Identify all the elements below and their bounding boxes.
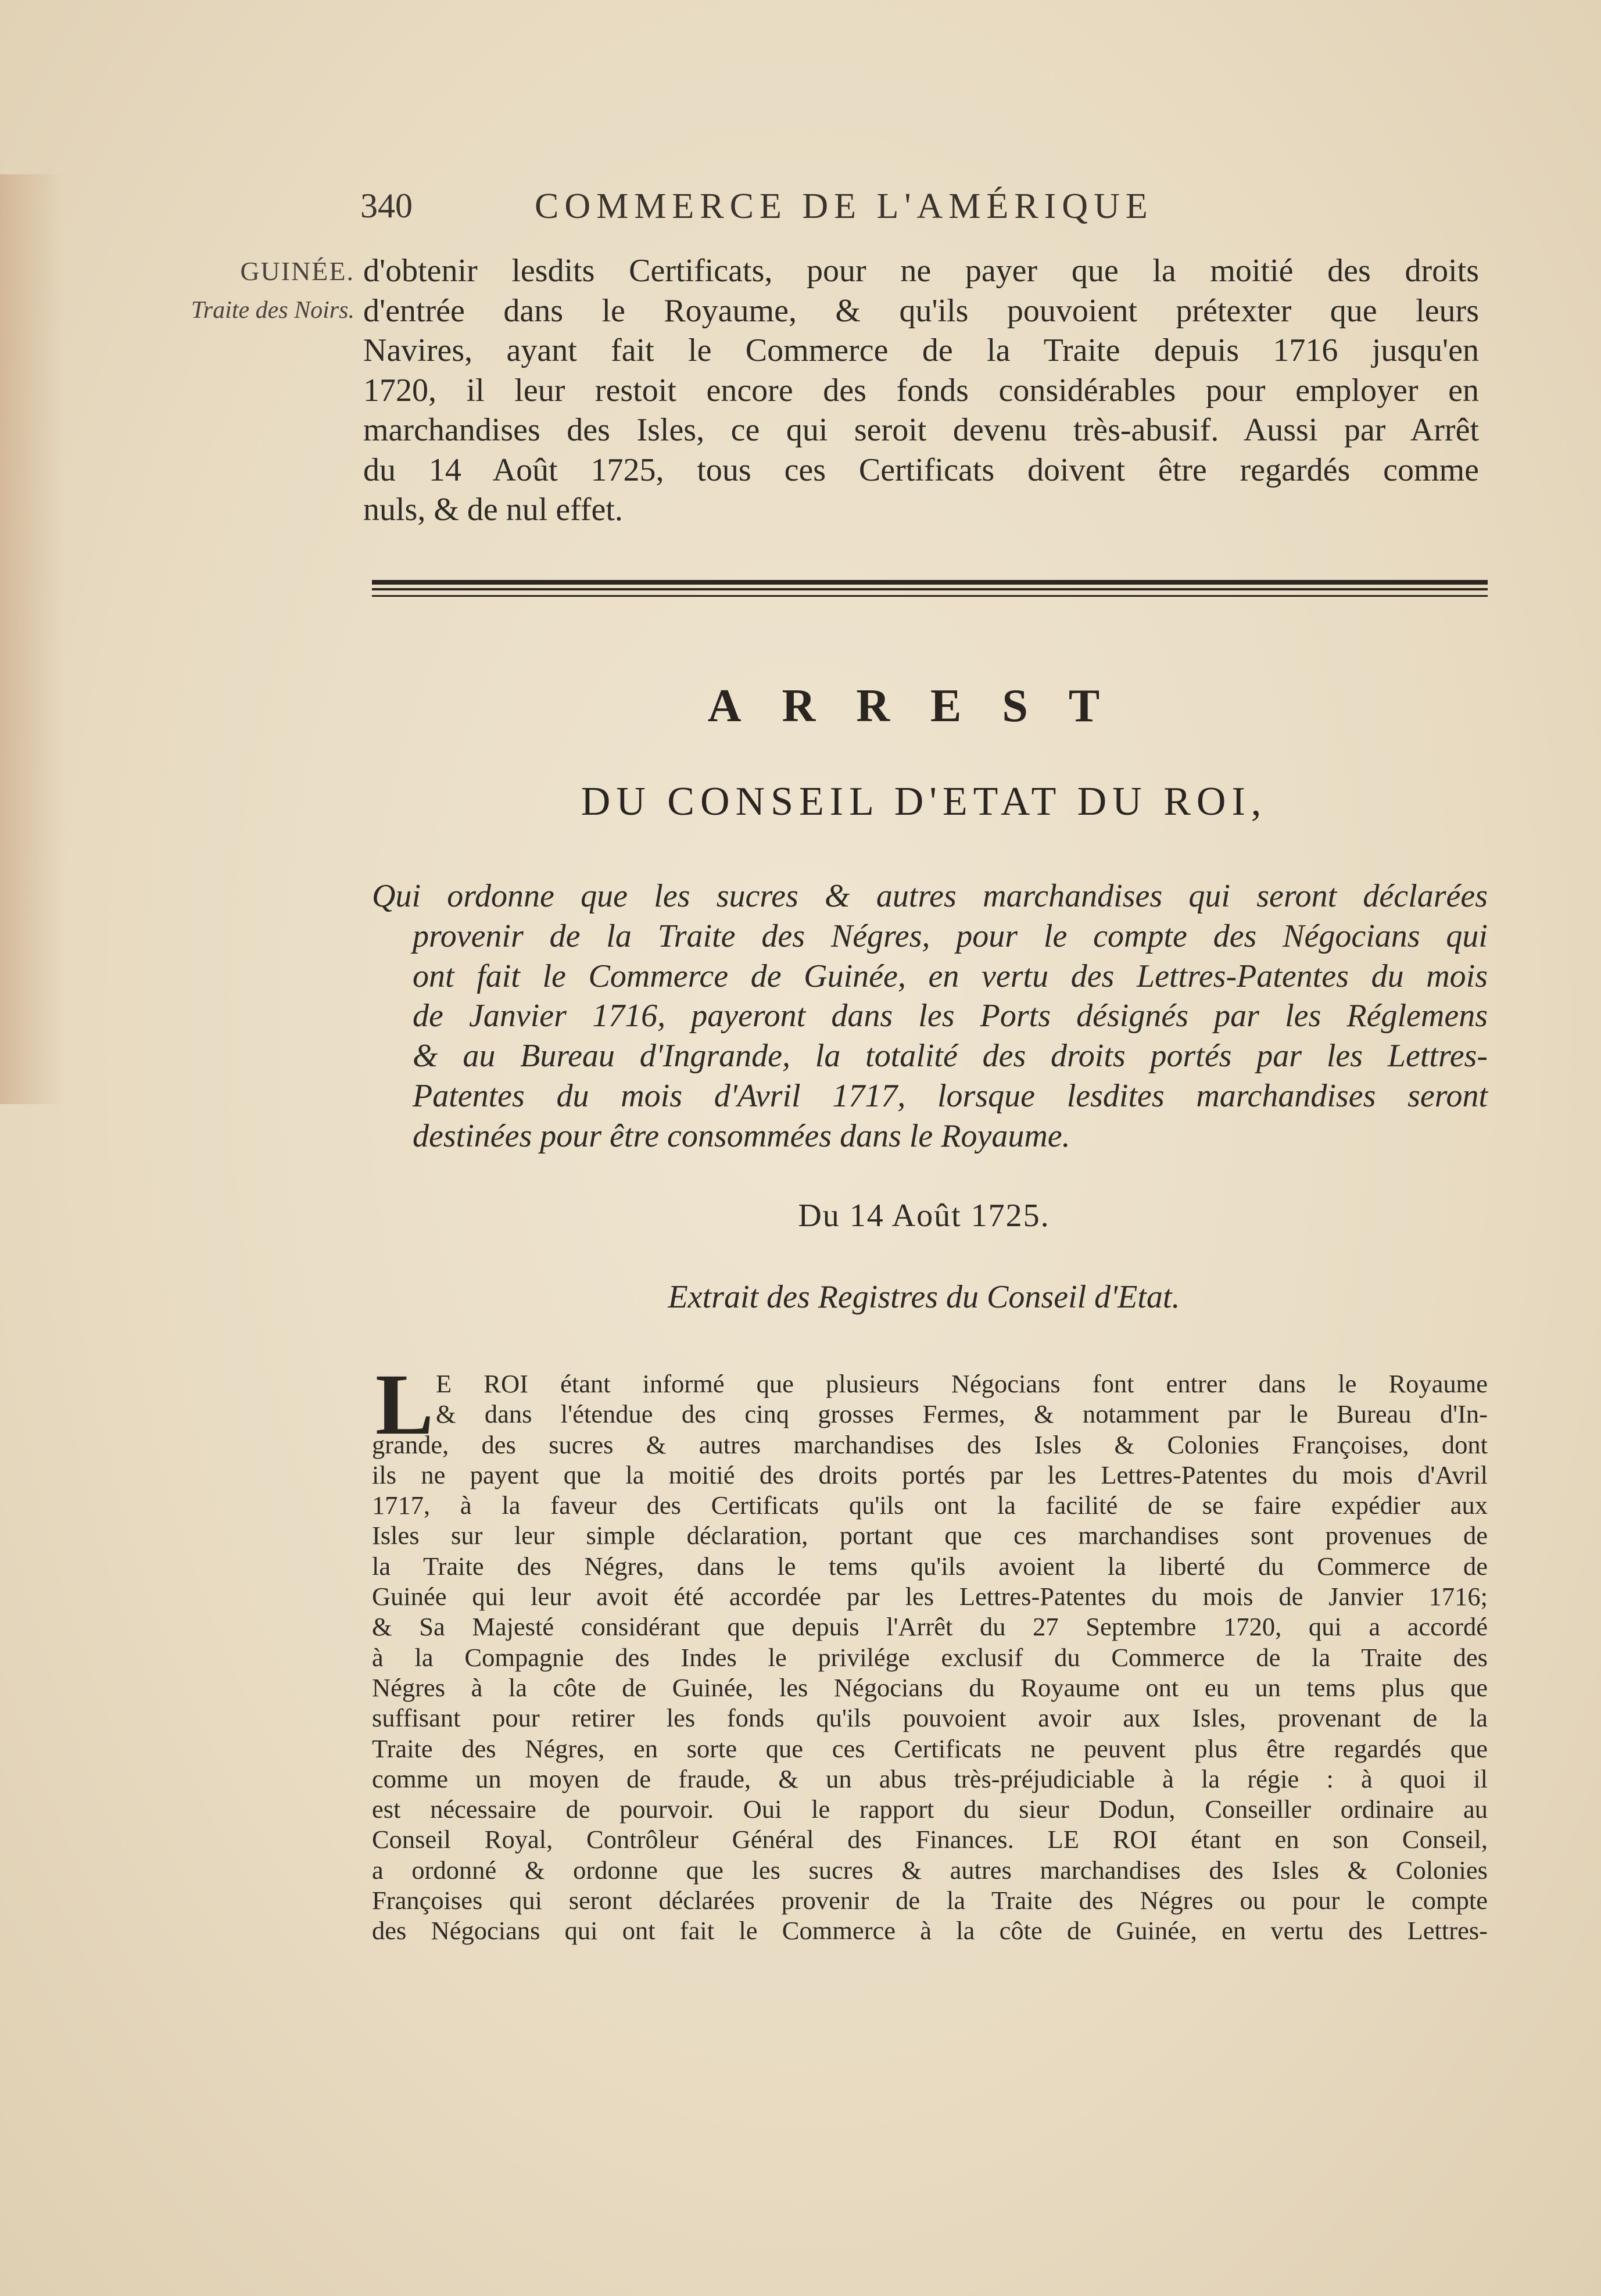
section-rule [372, 588, 1488, 590]
summary-line: ont fait le Commerce de Guinée, en vertu des Lettres-Patentes du mois [413, 958, 1488, 994]
text-line: Navires, ayant fait le Commerce de la Traite depuis 1716 jusqu'en [363, 332, 1479, 368]
arrest-body [372, 1369, 1488, 1946]
text-line: d'entrée dans le Royaume, & qu'ils pouvoient prétexter que leurs [363, 292, 1479, 329]
arrest-summary [372, 876, 1488, 1156]
body-line: 1717, à la faveur des Certificats qu'ils ont la facilité de se faire expédier aux [372, 1491, 1488, 1520]
body-line: à la Compagnie des Indes le privilége exclusif du Commerce de la Traite des [372, 1642, 1488, 1672]
arrest-subtitle: DU CONSEIL D'ETAT DU ROI, [581, 779, 1267, 824]
extract-heading: Extrait des Registres du Conseil d'Etat. [668, 1279, 1180, 1315]
summary-line: Qui ordonne que les sucres & autres marchandises qui seront déclarées [372, 878, 1488, 914]
body-line: grande, des sucres & autres marchandises des Isles & Colonies Françoises, dont [372, 1430, 1488, 1459]
body-line: & dans l'étendue des cinq grosses Fermes, & notamment par le Bureau d'In- [436, 1399, 1488, 1429]
page-edge-stain [0, 174, 64, 1104]
summary-line: Patentes du mois d'Avril 1717, lorsque lesdites marchandises seront [413, 1077, 1488, 1114]
text-line: nuls, & de nul effet. [363, 492, 623, 528]
body-line: Françoises qui seront déclarées provenir de la Traite des Négres ou pour le compte [372, 1886, 1488, 1915]
body-line: Traite des Négres, en sorte que ces Certificats ne peuvent plus être regardés que [372, 1733, 1488, 1763]
section-rule [372, 595, 1488, 597]
drop-cap: L [375, 1356, 434, 1453]
text-line: du 14 Août 1725, tous ces Certificats doivent être regardés comme [363, 452, 1479, 488]
body-line: comme un moyen de fraude, & un abus très-préjudiciable à la régie : à quoi il [372, 1764, 1488, 1793]
body-line: Guinée qui leur avoit été accordée par les Lettres-Patentes du mois de Janvier 1716; [372, 1582, 1488, 1611]
running-head: COMMERCE DE L'AMÉRIQUE [535, 187, 1154, 226]
body-line: Isles sur leur simple déclaration, portant que ces marchandises sont provenues de [372, 1521, 1488, 1550]
body-line: des Négocians qui ont fait le Commerce à la côte de Guinée, en vertu des Lettres- [372, 1916, 1488, 1946]
summary-line: & au Bureau d'Ingrande, la totalité des droits portés par les Lettres- [413, 1038, 1488, 1074]
body-line: & Sa Majesté considérant que depuis l'Arrêt du 27 Septembre 1720, qui a accordé [372, 1612, 1488, 1642]
text-line: 1720, il leur restoit encore des fonds considérables pour employer en [363, 372, 1479, 409]
page-header [360, 186, 1488, 238]
body-line: Conseil Royal, Contrôleur Général des Finances. LE ROI étant en son Conseil, [372, 1825, 1488, 1854]
body-line: la Traite des Négres, dans le tems qu'ils avoient la liberté du Commerce de [372, 1551, 1488, 1581]
body-line: Négres à la côte de Guinée, les Négocians du Royaume ont eu un tems plus que [372, 1672, 1488, 1702]
arrest-date: Du 14 Août 1725. [798, 1198, 1050, 1234]
summary-line: destinées pour être consommées dans le Royaume. [413, 1117, 1070, 1154]
margin-note-traite: Traite des Noirs. [191, 297, 354, 324]
text-line: marchandises des Isles, ce qui seroit devenu très-abusif. Aussi par Arrêt [363, 412, 1479, 448]
body-line: E ROI étant informé que plusieurs Négocians font entrer dans le Royaume [436, 1369, 1488, 1398]
margin-note-guinee: GUINÉE. [240, 256, 354, 286]
opening-paragraph [363, 251, 1479, 530]
body-line: ils ne payent que la moitié des droits portés par les Lettres-Patentes du mois d'Avril [372, 1460, 1488, 1489]
section-rule [372, 580, 1488, 585]
arrest-title: ARREST [707, 680, 1141, 732]
body-line: est nécessaire de pourvoir. Oui le rapport du sieur Dodun, Conseiller ordinaire au [372, 1794, 1488, 1824]
summary-line: provenir de la Traite des Négres, pour le compte des Négocians qui [413, 918, 1488, 954]
text-line: d'obtenir lesdits Certificats, pour ne payer que la moitié des droits [363, 253, 1479, 289]
body-line: a ordonné & ordonne que les sucres & autres marchandises des Isles & Colonies [372, 1855, 1488, 1885]
body-line: suffisant pour retirer les fonds qu'ils pouvoient avoir aux Isles, provenant de la [372, 1703, 1488, 1733]
page-number: 340 [360, 187, 413, 225]
summary-line: de Janvier 1716, payeront dans les Ports désignés par les Réglemens [413, 998, 1488, 1034]
